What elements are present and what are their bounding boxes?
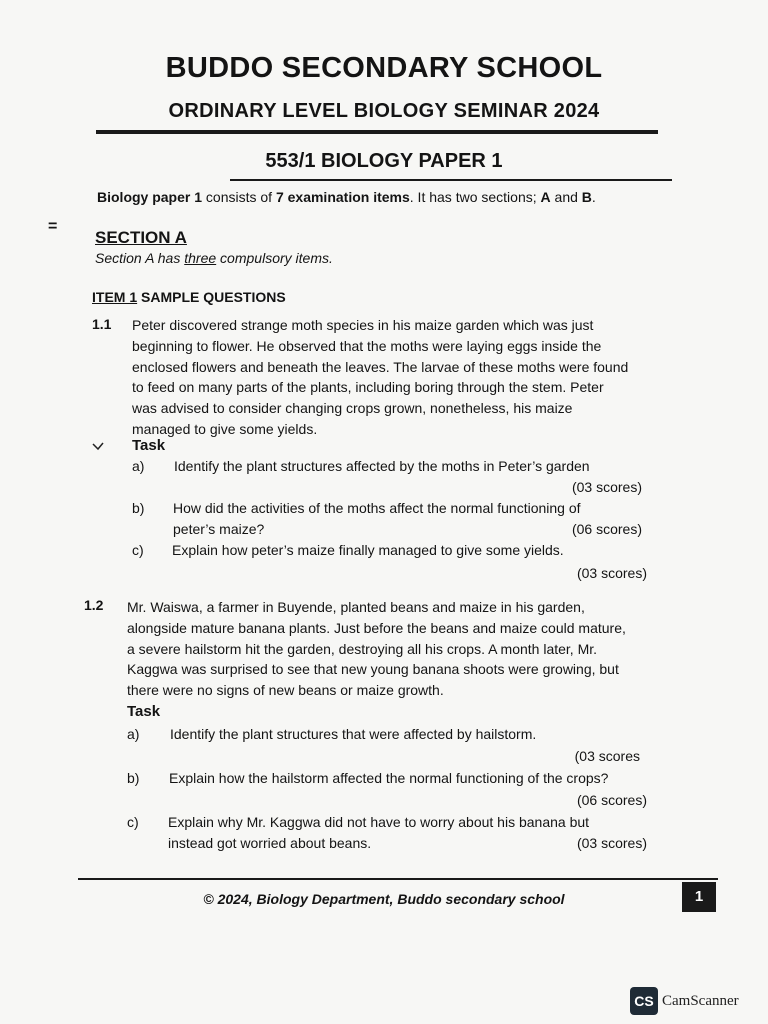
question-number-1-2: 1.2 <box>84 597 104 613</box>
text-line: to feed on many parts of the plants, including boring through the stem. Peter <box>132 379 604 396</box>
paper-intro <box>97 189 596 205</box>
part-score: (06 scores) <box>576 792 647 808</box>
section-note-post: compulsory items. <box>216 250 333 266</box>
part-text: instead got worried about beans. <box>168 835 372 851</box>
section-note-count: three <box>184 250 217 266</box>
intro-and: and <box>550 189 582 205</box>
part-label: c) <box>132 542 144 558</box>
intro-paper: Biology paper 1 <box>97 189 203 205</box>
text-line: Kaggwa was surprised to see that new young banana shoots were growing, but <box>127 661 619 678</box>
task-heading-1-2: Task <box>127 703 161 720</box>
part-score: (03 scores <box>574 748 640 764</box>
question-1-1-text <box>132 315 668 440</box>
text-line: there were no signs of new beans or maize growth. <box>127 682 444 699</box>
intro-section-b: B <box>581 189 592 205</box>
text-line: Mr. Waiswa, a farmer in Buyende, planted beans and maize in his garden, <box>127 599 585 615</box>
camscanner-label: CamScanner <box>662 993 739 1009</box>
footer-copyright: © 2024, Biology Department, Buddo secondary school <box>203 891 565 907</box>
question-number-1-1: 1.1 <box>92 316 112 332</box>
school-name: BUDDO SECONDARY SCHOOL <box>165 52 603 84</box>
part-score: (03 scores) <box>576 565 647 581</box>
pen-mark-icon <box>92 440 104 454</box>
intro-section-a: A <box>540 189 551 205</box>
part-score: (06 scores) <box>571 521 642 537</box>
seminar-title: ORDINARY LEVEL BIOLOGY SEMINAR 2024 <box>168 100 600 122</box>
part-text: Identify the plant structures affected by the moths in Peter’s garden <box>174 458 590 474</box>
part-text: Explain why Mr. Kaggwa did not have to worry about his banana but <box>168 814 590 830</box>
camscanner-logo-icon: CS <box>630 987 658 1015</box>
part-label: a) <box>127 726 140 742</box>
part-label: b) <box>127 770 140 786</box>
part-text: How did the activities of the moths affect the normal functioning of <box>173 500 581 516</box>
part-score: (03 scores) <box>576 835 647 851</box>
text-line: was advised to consider changing crops grown, nonetheless, his maize <box>132 400 573 417</box>
paper-title-underline <box>230 179 672 181</box>
item-title <box>92 289 286 305</box>
footer-divider <box>78 878 718 880</box>
part-label: a) <box>132 458 145 474</box>
intro-sections: . It has two sections; <box>409 189 541 205</box>
part-text: peter’s maize? <box>173 521 265 537</box>
section-title: SECTION A <box>95 228 187 247</box>
part-score: (03 scores) <box>571 479 642 495</box>
page-number: 1 <box>682 882 716 912</box>
paper-title: 553/1 BIOLOGY PAPER 1 <box>265 150 503 172</box>
text-line: a severe hailstorm hit the garden, destroying all his crops. A month later, Mr. <box>127 640 598 657</box>
header-divider <box>96 130 658 134</box>
text-line: beginning to flower. He observed that the moths were laying eggs inside the <box>132 337 602 354</box>
part-label: b) <box>132 500 145 516</box>
margin-mark: = <box>48 218 58 235</box>
intro-consists: consists of <box>202 189 276 205</box>
text-line: alongside mature banana plants. Just before the beans and maize could mature, <box>127 619 626 636</box>
intro-period: . <box>591 189 596 205</box>
text-line: enclosed flowers and beneath the leaves. The larvae of these moths were found <box>132 358 629 375</box>
section-note-pre: Section A has <box>95 250 185 266</box>
question-1-2-text <box>127 597 675 701</box>
task-heading-1-1: Task <box>132 437 166 454</box>
part-text: Explain how peter’s maize finally managed to give some yields. <box>172 542 564 558</box>
part-label: c) <box>127 814 139 830</box>
part-text: Explain how the hailstorm affected the normal functioning of the crops? <box>169 770 609 786</box>
part-text: Identify the plant structures that were affected by hailstorm. <box>170 726 537 742</box>
item-heading: SAMPLE QUESTIONS <box>137 289 286 305</box>
section-note <box>95 250 333 266</box>
text-line: managed to give some yields. <box>132 420 318 437</box>
item-label: ITEM 1 <box>92 289 138 305</box>
intro-items: 7 examination items <box>275 189 410 205</box>
text-line: Peter discovered strange moth species in his maize garden which was just <box>132 317 594 333</box>
